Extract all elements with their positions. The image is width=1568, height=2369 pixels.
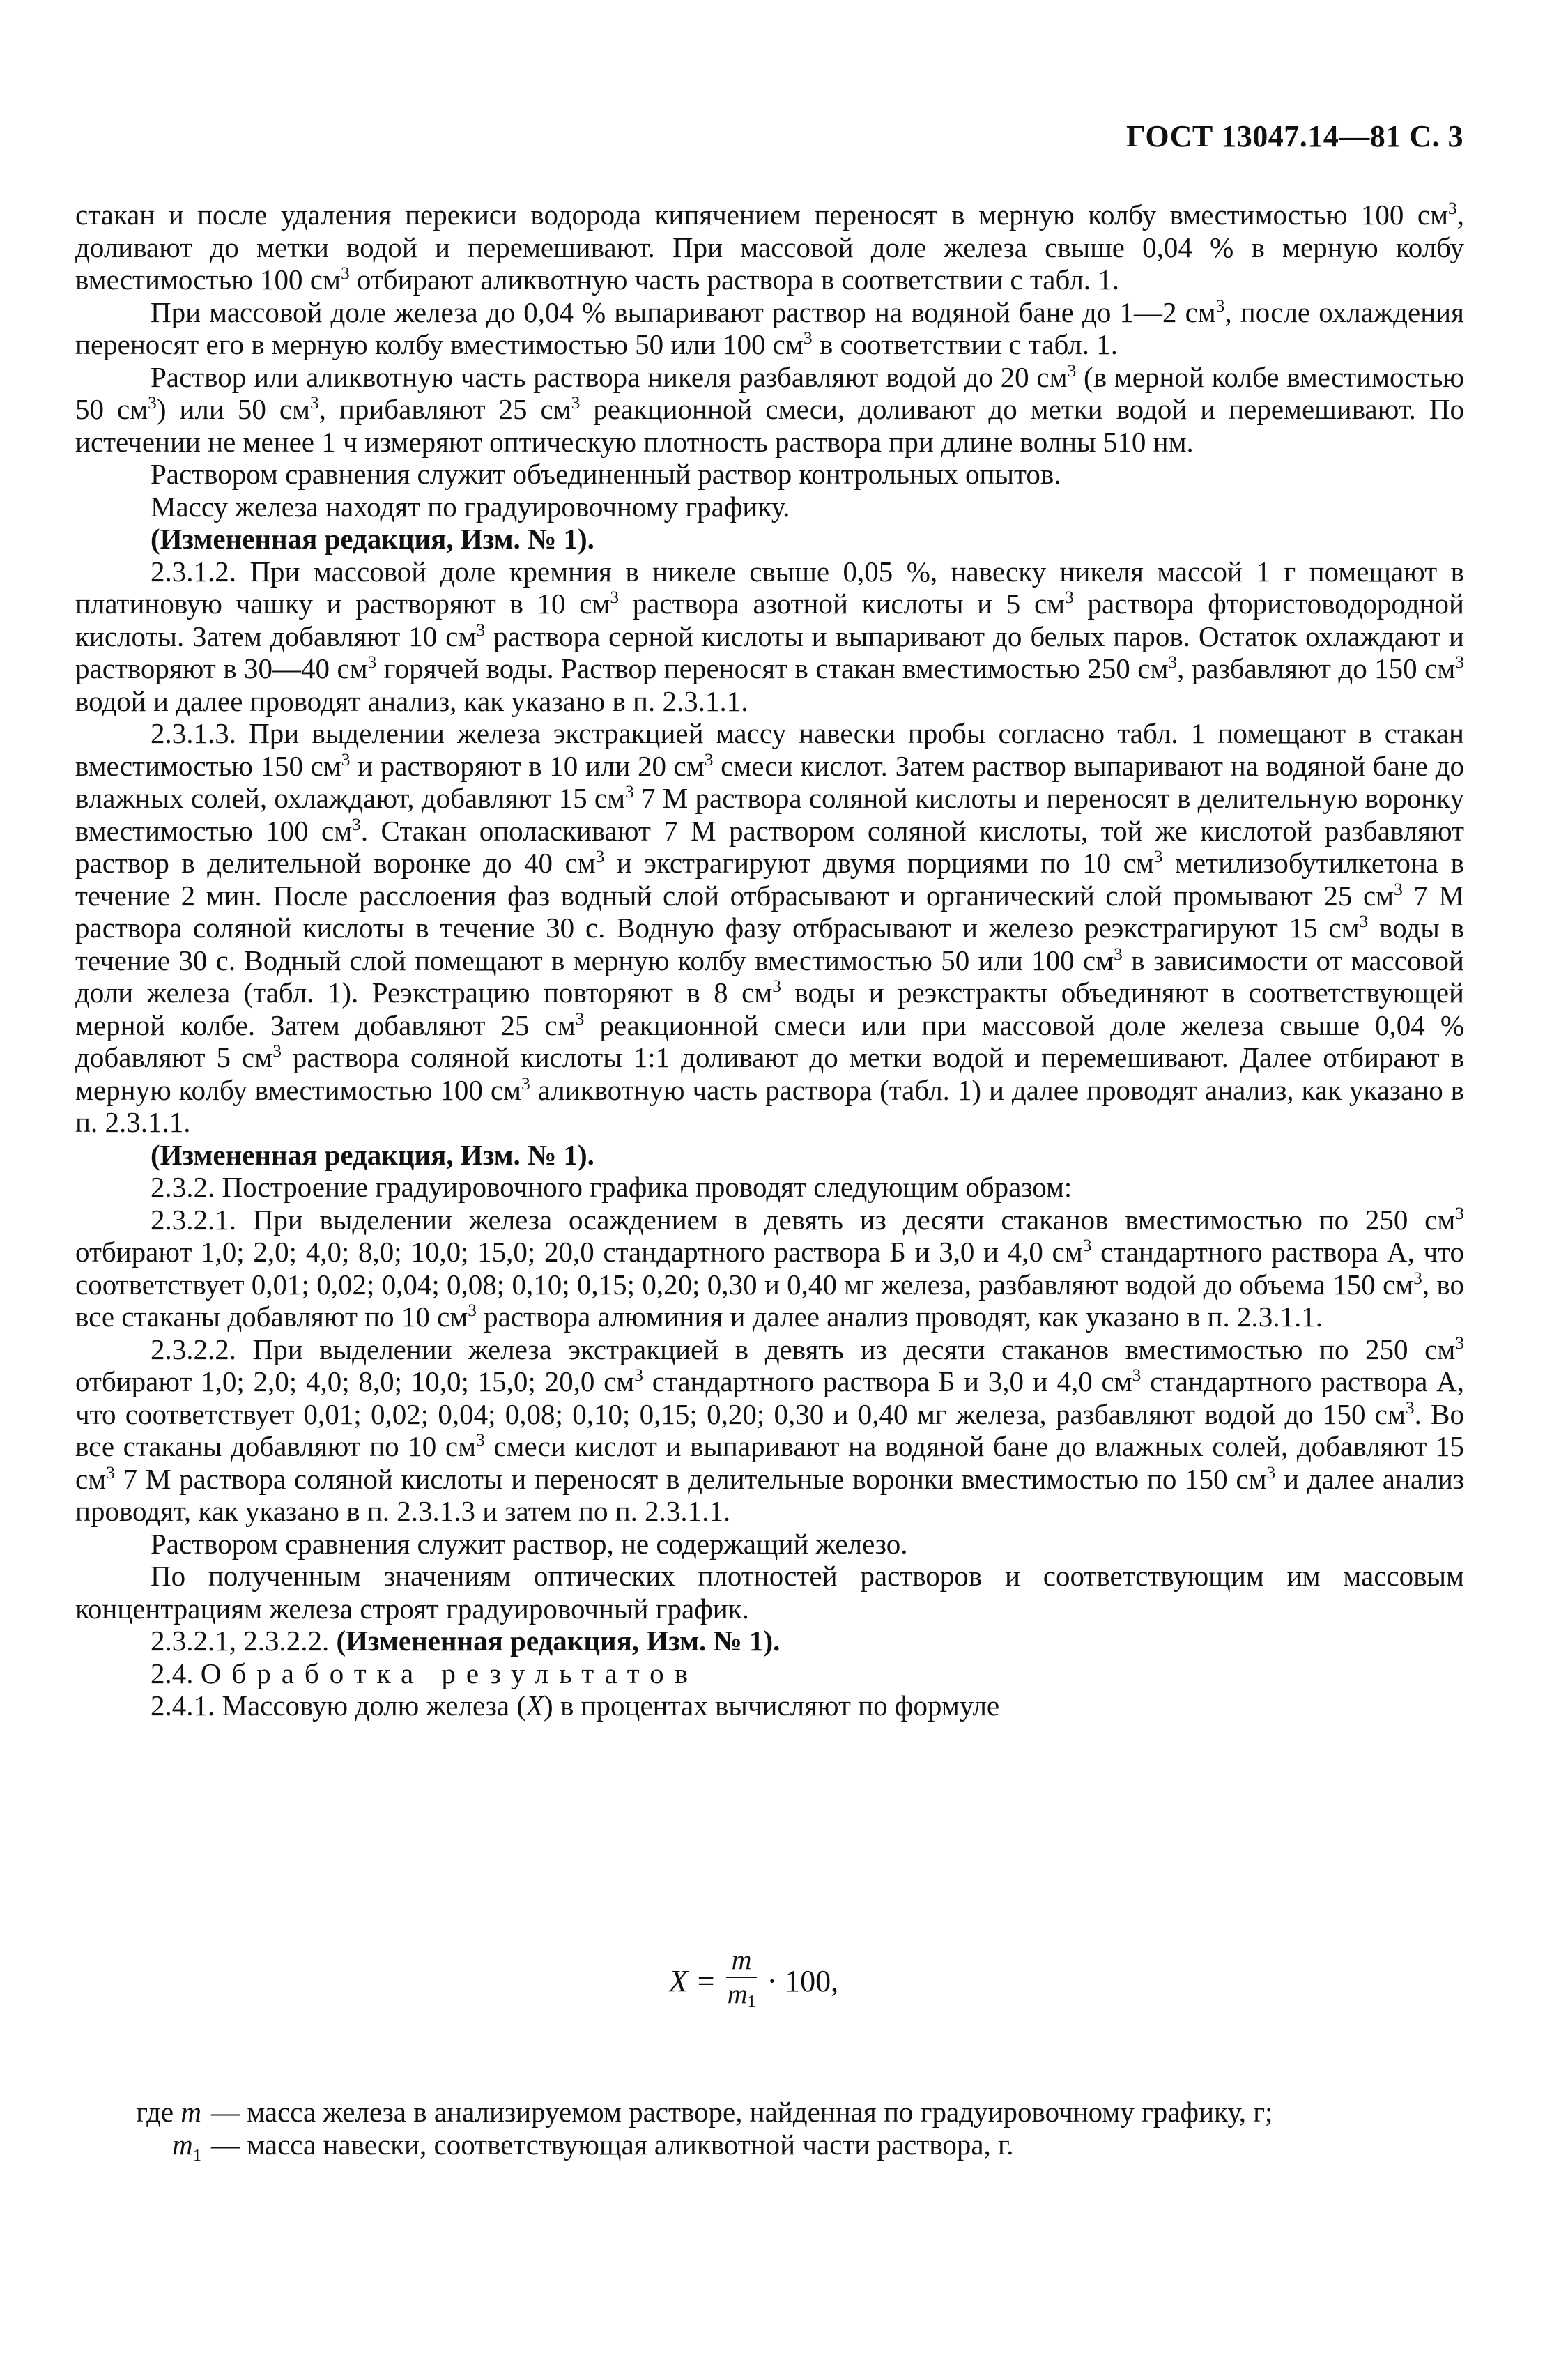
text-run: горячей воды. Раствор переносят в стакан вместимостью 250 см xyxy=(376,652,1169,684)
text-run: в зависимости от массовой доли железа (табл. 1). Реэкстрацию повторяют в 8 см xyxy=(75,944,1464,1009)
text-run: 2.3.2.1, 2.3.2.2. xyxy=(151,1625,337,1657)
text-run: раствора серной кислоты и выпаривают до белых паров. Остаток охлаждают и растворяют в 30—40 см xyxy=(75,620,1464,684)
text-run: стакан и после удаления перекиси водорода кипячением переносят в мерную колбу вместимостью 100 см xyxy=(75,199,1449,231)
text-run: и растворяют в 10 или 20 см xyxy=(350,749,705,782)
text-run: (в мерной колбе вместимостью 50 см xyxy=(75,360,1464,425)
text-run: реакционной смеси или при массовой доле железа свыше 0,04 % добавляют 5 см xyxy=(75,1009,1464,1073)
text-run: 2.4. xyxy=(151,1657,201,1689)
italic-text: X xyxy=(526,1689,544,1722)
paragraph xyxy=(75,1689,1464,1722)
legend-prefix: где xyxy=(136,2096,181,2128)
text-run: , после охлаждения переносят его в мерную колбу вместимостью 50 или 100 см xyxy=(75,296,1464,360)
superscript: 3 xyxy=(1168,652,1178,672)
paragraph xyxy=(75,458,1464,491)
text-run: . Во все стаканы добавляют по 10 см xyxy=(75,1397,1464,1462)
superscript: 3 xyxy=(272,1041,282,1061)
text-run: Раствором сравнения служит объединенный раствор контрольных опытов. xyxy=(151,458,1061,490)
text-run: ) или 50 см xyxy=(156,393,310,425)
superscript: 3 xyxy=(1114,944,1123,964)
superscript: 3 xyxy=(1455,1333,1464,1353)
superscript: 3 xyxy=(468,1300,477,1320)
text-run: , во все стаканы добавляют по 10 см xyxy=(75,1268,1464,1333)
text-run: , доливают до метки водой и перемешивают. При массовой доле железа свыше 0,04 % в мерную колбу вместимостью 100 см xyxy=(75,199,1464,296)
superscript: 3 xyxy=(1153,846,1163,866)
text-run: реакционной смеси, доливают до метки водой и перемешивают. По истечении не менее 1 ч измеряют оптическую плотность раствора при длине волны 510 нм. xyxy=(75,393,1465,458)
text-run: По полученным значениям оптических плотностей растворов и соответствующим им массовым концентрациям железа строят градуировочный график. xyxy=(75,1560,1464,1625)
text-run: раствора азотной кислоты и 5 см xyxy=(619,588,1066,620)
paragraph xyxy=(75,1528,1464,1561)
superscript: 3 xyxy=(352,814,361,834)
formula-legend xyxy=(75,2096,1464,2172)
paragraph xyxy=(75,1139,1464,1172)
page-header: ГОСТ 13047.14—81 С. 3 xyxy=(1125,119,1463,153)
superscript: 3 xyxy=(1394,879,1403,899)
text-run: аликвотную часть раствора (табл. 1) и далее проводят анализ, как указано в п. 2.3.1.1. xyxy=(75,1073,1464,1138)
superscript: 3 xyxy=(476,620,486,640)
text-run: Раствор или аликвотную часть раствора никеля разбавляют водой до 20 см xyxy=(151,360,1068,393)
text-run: и экстрагируют двумя порциями по 10 см xyxy=(604,847,1154,879)
superscript: 3 xyxy=(476,1429,485,1450)
superscript: 3 xyxy=(1266,1462,1276,1482)
superscript: 3 xyxy=(575,1009,585,1029)
superscript: 3 xyxy=(521,1073,530,1094)
text-run: . Стакан ополаскивают 7 М раствором соляной кислоты, той же кислотой разбавляют раствор в делительной воронке до 40 см xyxy=(75,814,1464,879)
superscript: 3 xyxy=(340,263,350,283)
superscript: 3 xyxy=(1405,1397,1415,1418)
text-run: воды и реэкстракты объединяют в соответствующей мерной колбе. Затем добавляют 25 см xyxy=(75,976,1464,1041)
superscript: 3 xyxy=(625,781,634,802)
superscript: 3 xyxy=(1067,360,1077,381)
text-run: стандартного раствора А, что соответствует 0,01; 0,02; 0,04; 0,08; 0,10; 0,15; 0,20; 0,30 и 0,40 мг железа, разбавляют водой до объема 150 см xyxy=(75,1236,1464,1301)
text-run: 7 М раствора соляной кислоты и переносят в делительные воронки вместимостью по 150 см xyxy=(114,1462,1267,1495)
formula xyxy=(669,1945,838,2018)
text-run: раствора соляной кислоты 1:1 доливают до метки водой и перемешивают. Далее отбирают в мерную колбу вместимостью 100 см xyxy=(75,1041,1464,1106)
formula-denominator xyxy=(728,1978,756,2018)
superscript: 3 xyxy=(1455,1203,1464,1223)
legend-symbol xyxy=(75,2096,211,2129)
text-run: 7 М раствора соляной кислоты в течение 30 с. Водную фазу отбрасывают и железо реэкстрагируют 15 см xyxy=(75,879,1465,944)
paragraph xyxy=(75,1204,1464,1333)
superscript: 3 xyxy=(1359,911,1369,931)
superscript: 3 xyxy=(1448,198,1457,218)
text-run: раствора алюминия и далее анализ проводят, как указано в п. 2.3.1.1. xyxy=(476,1301,1323,1333)
superscript: 3 xyxy=(571,392,581,413)
superscript: 3 xyxy=(367,652,377,672)
formula-denominator-subscript: 1 xyxy=(747,1992,756,2011)
text-run: водой и далее проводят анализ, как указано в п. 2.3.1.1. xyxy=(75,684,748,717)
legend-description: — масса железа в анализируемом растворе, найденная по градуировочному графику, г; xyxy=(211,2096,1273,2128)
superscript: 3 xyxy=(610,587,620,607)
text-run: Массу железа находят по градуировочному графику. xyxy=(151,490,790,523)
text-run: смеси кислот и выпаривают на водяной бане до влажных солей, добавляют 15 см xyxy=(75,1430,1464,1495)
section-heading: Обработка результатов xyxy=(200,1657,699,1689)
text-run: смеси кислот. Затем раствор выпаривают на водяной бане до влажных солей, охлаждают, добавляют 15 см xyxy=(75,749,1464,814)
formula-numerator: m xyxy=(726,1945,758,1978)
paragraph xyxy=(75,1625,1464,1657)
text-run: , прибавляют 25 см xyxy=(318,393,571,425)
text-run: При массовой доле железа до 0,04 % выпаривают раствор на водяной бане до 1—2 см xyxy=(151,296,1216,328)
formula-fraction xyxy=(726,1945,758,2018)
text-run: 2.3.1.2. При массовой доле кремния в никеле свыше 0,05 %, навеску никеля массой 1 г помещают в платиновую чашку и растворяют в 10 см xyxy=(75,555,1464,620)
legend-variable: m xyxy=(172,2128,193,2161)
text-run: 2.3.2. Построение градуировочного графика проводят следующим образом: xyxy=(151,1171,1073,1203)
legend-row xyxy=(75,2129,1464,2172)
text-run: 2.4.1. Массовую долю железа ( xyxy=(151,1689,526,1722)
text-run: 2.3.1.3. При выделении железа экстракцией массу навески пробы согласно табл. 1 помещают в стакан вместимостью 150 см xyxy=(75,717,1464,782)
formula-lhs: X = xyxy=(669,1963,716,1998)
superscript: 3 xyxy=(595,846,605,866)
superscript: 3 xyxy=(1065,587,1074,607)
paragraph xyxy=(75,555,1464,718)
legend-variable: m xyxy=(180,2096,201,2128)
superscript: 3 xyxy=(1215,296,1225,316)
text-run: 7 М раствора соляной кислоты и переносят в делительную воронку вместимостью 100 см xyxy=(75,782,1464,847)
superscript: 3 xyxy=(1455,652,1464,672)
superscript: 3 xyxy=(704,749,714,769)
paragraph xyxy=(75,523,1464,555)
text-run: воды в течение 30 с. Водный слой помещают в мерную колбу вместимостью 50 или 100 см xyxy=(75,912,1464,976)
legend-subscript: 1 xyxy=(192,2145,201,2165)
text-run: 2.3.2.1. При выделении железа осаждением в девять из десяти стаканов вместимостью по 250 см xyxy=(151,1203,1456,1236)
paragraph xyxy=(75,361,1464,459)
paragraph xyxy=(75,1657,1464,1690)
text-run: раствора фтористоводородной кислоты. Затем добавляют 10 см xyxy=(75,588,1464,652)
paragraph xyxy=(75,491,1464,523)
superscript: 3 xyxy=(1082,1235,1092,1255)
paragraph xyxy=(75,296,1464,361)
legend-description: — масса навески, соответствующая аликвотной части раствора, г. xyxy=(211,2128,1014,2161)
text-run: в соответствии с табл. 1. xyxy=(812,328,1119,360)
legend-row xyxy=(75,2096,1464,2129)
superscript: 3 xyxy=(772,976,781,996)
superscript: 3 xyxy=(309,392,319,413)
text-run: стандартного раствора Б и 3,0 и 4,0 см xyxy=(643,1365,1132,1397)
body-text xyxy=(75,199,1464,1722)
formula-rhs: · 100, xyxy=(767,1963,839,1998)
legend-symbol xyxy=(75,2129,211,2172)
text-run: отбирают 1,0; 2,0; 4,0; 8,0; 10,0; 15,0; 20,0 см xyxy=(75,1365,635,1397)
text-run: 2.3.2.2. При выделении железа экстракцией в девять из десяти стаканов вместимостью по 250 см xyxy=(151,1333,1456,1365)
text-run: , разбавляют до 150 см xyxy=(1177,652,1456,684)
superscript: 3 xyxy=(634,1365,643,1385)
text-run: метилизобутилкетона в течение 2 мин. После расслоения фаз водный слой отбрасывают и органический слой промывают 25 см xyxy=(75,847,1464,912)
bold-text: (Измененная редакция, Изм. № 1). xyxy=(151,523,594,555)
formula-denominator-symbol: m xyxy=(727,1978,748,2009)
superscript: 3 xyxy=(341,749,351,769)
superscript: 3 xyxy=(148,392,157,413)
paragraph xyxy=(75,717,1464,1139)
text-run: ) в процентах вычисляют по формуле xyxy=(544,1689,1000,1722)
text-run: и далее анализ проводят, как указано в п. 2.3.1.3 и затем по п. 2.3.1.1. xyxy=(75,1462,1464,1527)
superscript: 3 xyxy=(1132,1365,1142,1385)
text-run: Раствором сравнения служит раствор, не содержащий железо. xyxy=(151,1527,908,1560)
paragraph xyxy=(75,199,1464,296)
bold-text: (Измененная редакция, Изм. № 1). xyxy=(336,1625,781,1657)
text-run: отбирают 1,0; 2,0; 4,0; 8,0; 10,0; 15,0; 20,0 стандартного раствора Б и 3,0 и 4,0 см xyxy=(75,1236,1083,1268)
paragraph xyxy=(75,1333,1464,1528)
superscript: 3 xyxy=(1413,1268,1422,1288)
superscript: 3 xyxy=(106,1462,115,1482)
bold-text: (Измененная редакция, Изм. № 1). xyxy=(151,1138,594,1171)
paragraph xyxy=(75,1171,1464,1204)
paragraph xyxy=(75,1560,1464,1625)
text-run: отбирают аликвотную часть раствора в соответствии с табл. 1. xyxy=(349,263,1120,296)
text-run: стандартного раствора А, что соответствует 0,01; 0,02; 0,04; 0,08; 0,10; 0,15; 0,20; 0,30 и 0,40 мг железа, разбавляют водой до 150 см xyxy=(75,1365,1465,1430)
superscript: 3 xyxy=(803,328,813,348)
